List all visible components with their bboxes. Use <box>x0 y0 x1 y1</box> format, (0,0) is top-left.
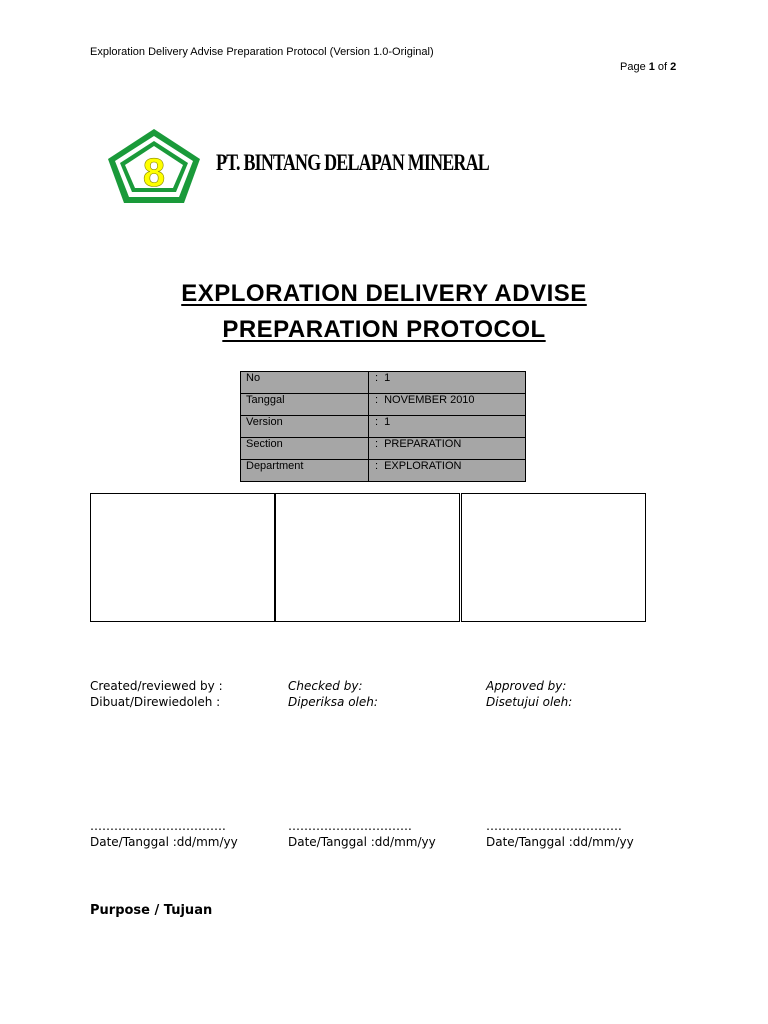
metadata-row <box>241 416 526 438</box>
page-total: 2 <box>670 61 677 73</box>
metadata-value-cell <box>369 460 526 482</box>
checked-by-label-id: Diperiksa oleh: <box>288 695 378 709</box>
metadata-value-cell <box>369 416 526 438</box>
signature-dots: ……………………………. <box>486 819 622 833</box>
metadata-value: NOVEMBER 2010 <box>384 394 475 406</box>
date-label: Date/Tanggal :dd/mm/yy <box>486 835 634 849</box>
signature-dots: …………………………. <box>288 819 412 833</box>
created-by-label-id: Dibuat/Direwiedoleh : <box>90 695 221 709</box>
metadata-label: Version <box>241 416 369 438</box>
signature-col-approved <box>486 678 572 710</box>
metadata-row <box>241 460 526 482</box>
metadata-value: 1 <box>384 416 391 428</box>
signature-dots: ……………………………. <box>90 819 226 833</box>
metadata-separator: : <box>375 438 379 450</box>
metadata-separator: : <box>375 460 379 472</box>
document-title-line-2: PREPARATION PROTOCOL <box>222 316 546 343</box>
metadata-value: 1 <box>384 372 391 384</box>
metadata-value-cell <box>369 372 526 394</box>
approved-by-label: Approved by: <box>486 679 567 693</box>
document-metadata-table <box>240 371 526 482</box>
logo-emblem-digit: 8 <box>142 151 166 195</box>
signature-line-approved <box>486 818 634 850</box>
signature-col-checked <box>288 678 378 710</box>
metadata-label: No <box>241 372 369 394</box>
metadata-value: EXPLORATION <box>384 460 462 472</box>
metadata-value-cell <box>369 438 526 460</box>
metadata-separator: : <box>375 372 379 384</box>
document-title-line-1: EXPLORATION DELIVERY ADVISE <box>181 280 587 307</box>
metadata-label: Department <box>241 460 369 482</box>
company-logo <box>106 127 202 205</box>
metadata-row <box>241 372 526 394</box>
signature-box-approved <box>461 493 646 622</box>
signature-box-created <box>90 493 275 622</box>
metadata-label: Section <box>241 438 369 460</box>
page-number <box>620 61 676 73</box>
page-current: 1 <box>648 61 655 73</box>
metadata-separator: : <box>375 416 379 428</box>
company-name: PT. BINTANG DELAPAN MINERAL <box>216 150 489 175</box>
signature-box-checked <box>275 493 460 622</box>
approved-by-label-id: Disetujui oleh: <box>486 695 573 709</box>
date-label: Date/Tanggal :dd/mm/yy <box>288 835 436 849</box>
signature-col-created <box>90 678 223 710</box>
created-by-label: Created/reviewed by : <box>90 679 223 693</box>
page-of: of <box>654 61 671 73</box>
signature-line-checked <box>288 818 436 850</box>
metadata-row <box>241 438 526 460</box>
metadata-label: Tanggal <box>241 394 369 416</box>
page-prefix: Page <box>620 61 649 73</box>
purpose-heading: Purpose / Tujuan <box>90 903 213 918</box>
metadata-value: PREPARATION <box>384 438 462 450</box>
metadata-value-cell <box>369 394 526 416</box>
metadata-separator: : <box>375 394 379 406</box>
metadata-row <box>241 394 526 416</box>
document-header-title: Exploration Delivery Advise Preparation Protocol (Version 1.0-Original) <box>90 46 434 58</box>
date-label: Date/Tanggal :dd/mm/yy <box>90 835 238 849</box>
signature-line-created <box>90 818 238 850</box>
checked-by-label: Checked by: <box>288 679 363 693</box>
